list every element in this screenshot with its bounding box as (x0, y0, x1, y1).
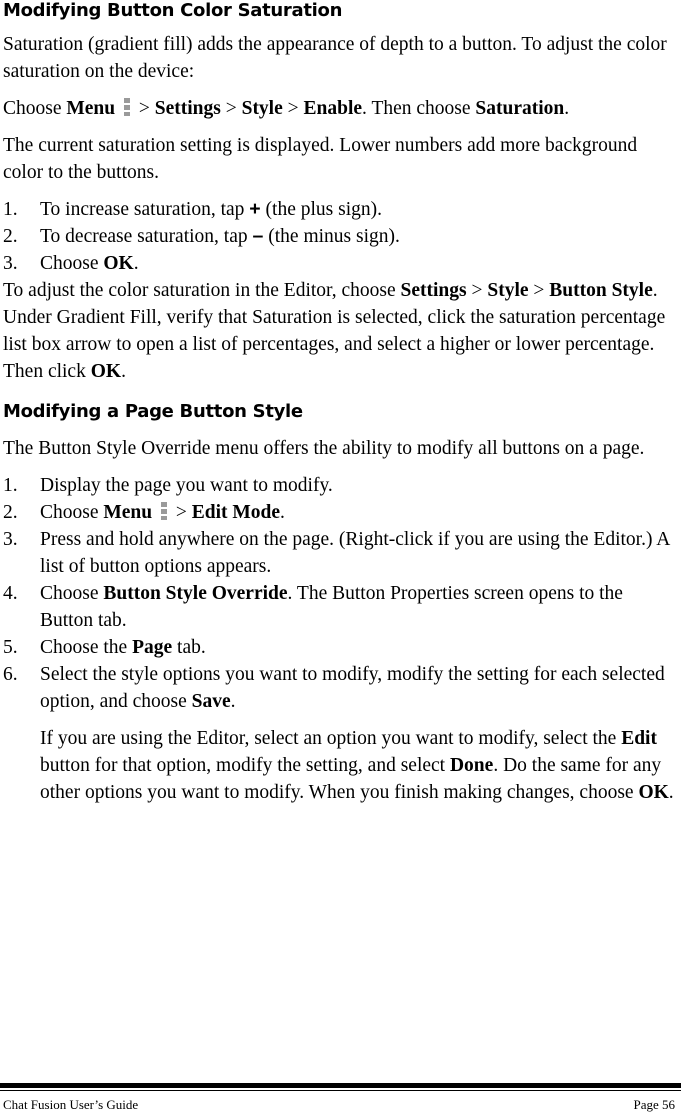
footer-rule-thick (0, 1083, 681, 1088)
heading-button-color-saturation: Modifying Button Color Saturation (3, 0, 343, 21)
section-color-saturation (3, 31, 675, 385)
menu-icon (122, 97, 132, 117)
menu-icon (159, 501, 169, 521)
list-item: 2. Choose Menu > Edit Mode. (3, 502, 285, 523)
list-item: 1. To increase saturation, tap + (the plus sign). (3, 198, 382, 220)
list-item: 4. Choose Button Style Override. The Button Properties screen opens to the Button tab. (3, 583, 623, 631)
section-page-button-style (3, 435, 675, 806)
list-item: 6. Select the style options you want to modify, modify the setting for each selected option, and choose Save. (3, 664, 665, 712)
intro-paragraph: The Button Style Override menu offers the ability to modify all buttons on a page. (3, 438, 645, 459)
list-item: 1. Display the page you want to modify. (3, 475, 333, 496)
list-item: 2. To decrease saturation, tap – (the minus sign). (3, 225, 400, 247)
editor-note-paragraph: If you are using the Editor, select an option you want to modify, select the Edit button for that option, modify the setting, and select Done. Do the same for any other options you want to modify. When you finish making changes, choose OK. (40, 728, 674, 803)
choose-path-paragraph: Choose Menu > Settings > Style > Enable. Then choose Saturation. (3, 98, 570, 119)
list-item: 3. Choose OK. (3, 253, 139, 274)
footer-rule-thin (0, 1090, 681, 1091)
footer-guide-title: Chat Fusion User’s Guide (3, 1097, 139, 1112)
list-item: 3. Press and hold anywhere on the page. (Right-click if you are using the Editor.) A list of button options appears. (3, 529, 670, 577)
footer-page-number: Page 56 (633, 1097, 675, 1112)
list-item: 5. Choose the Page tab. (3, 637, 206, 658)
heading-page-button-style: Modifying a Page Button Style (3, 401, 303, 422)
saturation-steps-list (3, 196, 675, 277)
editor-saturation-paragraph: To adjust the color saturation in the Editor, choose Settings > Style > Button Style. Under Gradient Fill, verify that Saturation is selected, click the saturation percentage list box arrow to open a list of percentages, and select a higher or lower percentage. Then click OK. (3, 280, 666, 382)
page-style-steps-list (3, 472, 675, 715)
current-setting-paragraph: The current saturation setting is displayed. Lower numbers add more background color to the buttons. (3, 135, 638, 183)
intro-paragraph: Saturation (gradient fill) adds the appearance of depth to a button. To adjust the color saturation on the device: (3, 34, 667, 82)
